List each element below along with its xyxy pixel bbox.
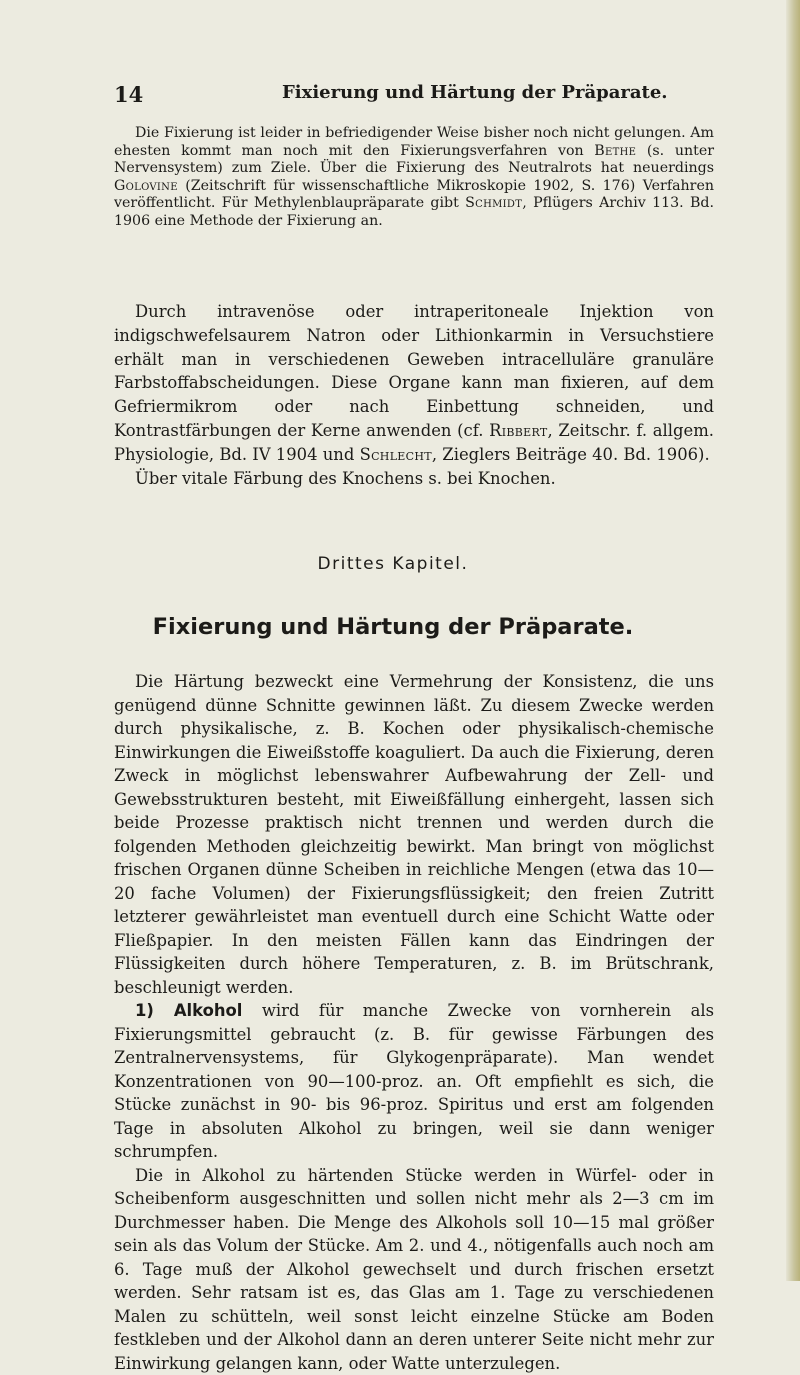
chapter-title: Fixierung und Härtung der Präparate.	[0, 614, 786, 640]
author-name: Schlecht	[360, 445, 432, 464]
previous-section-body	[114, 300, 714, 490]
paragraph: Die Härtung bezweckt eine Vermehrung der Konsistenz, die uns genügend dünne Schnitte gewinnen läßt. Zu diesem Zwecke werden durch physikalische, z. B. Kochen oder physikalisch-chemische Einwirkungen die Eiweißstoffe koaguliert. Da auch die Fixierung, deren Zweck in möglichst lebenswahrer Aufbewahrung der Zell- und Gewebsstrukturen besteht, mit Eiweißfällung einhergeht, lassen sich beide Prozesse praktisch nicht trennen und werden durch die folgenden Methoden gleichzeitig bewirkt. Man bringt von möglichst frischen Organen dünne Scheiben in reichliche Mengen (etwa das 10—20 fache Volumen) der Fixierungsflüssigkeit; den freien Zutritt letzterer gewährleistet man eventuell durch eine Schicht Watte oder Fließpapier. In den meisten Fällen kann das Eindringen der Flüssigkeiten durch höhere Temperaturen, z. B. im Brütschrank, beschleunigt werden.	[114, 670, 714, 999]
paragraph: Die Fixierung ist leider in befriedigender Weise bisher noch nicht gelungen. Am ehesten kommt man noch mit den Fixierungsverfahren von Bethe (s. unter Nervensystem) zum Ziele. Über die Fixierung des Neutralrots hat neuerdings Golovine (Zeitschrift für wissenschaftliche Mikroskopie 1902, S. 176) Verfahren veröffentlicht. Für Methylenblaupräparate gibt Schmidt, Pflügers Archiv 113. Bd. 1906 eine Methode der Fixierung an.	[114, 125, 714, 231]
page-number: 14	[114, 82, 143, 107]
author-name: Ribbert	[489, 421, 547, 440]
author-name: Bethe	[594, 143, 636, 159]
chapter-label: Drittes Kapitel.	[0, 554, 786, 574]
chapter-body	[114, 670, 714, 1375]
paragraph: Über vitale Färbung des Knochens s. bei Knochen.	[114, 467, 714, 491]
paragraph: 1) Alkohol wird für manche Zwecke von vornherein als Fixierungsmittel gebraucht (z. B. für gewisse Färbungen des Zentralnervensystems, für Glykogenpräparate). Man wendet Konzentrationen von 90—100-proz. an. Oft empfiehlt es sich, die Stücke zunächst in 90- bis 96-proz. Spiritus und erst am folgenden Tage in absoluten Alkohol zu bringen, weil sie dann weniger schrumpfen.	[114, 999, 714, 1164]
paragraph: Die in Alkohol zu härtenden Stücke werden in Würfel- oder in Scheibenform ausgeschnitten und sollen nicht mehr als 2—3 cm im Durchmesser haben. Die Menge des Alkohols soll 10—15 mal größer sein als das Volum der Stücke. Am 2. und 4., nötigenfalls auch noch am 6. Tage muß der Alkohol gewechselt und durch frischen ersetzt werden. Sehr ratsam ist es, das Glas am 1. Tage zu verschiedenen Malen zu schütteln, weil sonst leicht einzelne Stücke am Boden festkleben und der Alkohol dann an deren unterer Seite nicht mehr zur Einwirkung gelangen kann, oder Watte unterzulegen.	[114, 1164, 714, 1375]
previous-section-text	[114, 125, 714, 231]
author-name: Schmidt	[465, 195, 522, 211]
paragraph: Durch intravenöse oder intraperitoneale Injektion von indigschwefelsaurem Natron oder Lithionkarmin in Versuchstiere erhält man in verschiedenen Geweben intracelluläre granuläre Farbstoffabscheidungen. Diese Organe kann man fixieren, auf dem Gefriermikrom oder nach Einbettung schneiden, und Kontrastfärbungen der Kerne anwenden (cf. Ribbert, Zeitschr. f. allgem. Physiologie, Bd. IV 1904 und Schlecht, Zieglers Beiträge 40. Bd. 1906).	[114, 300, 714, 467]
section-heading: 1) Alkohol	[135, 1001, 242, 1020]
running-title: Fixierung und Härtung der Präparate.	[282, 82, 668, 103]
running-header	[0, 82, 786, 112]
page-edge	[786, 0, 800, 1281]
author-name: Golovine	[114, 178, 178, 194]
